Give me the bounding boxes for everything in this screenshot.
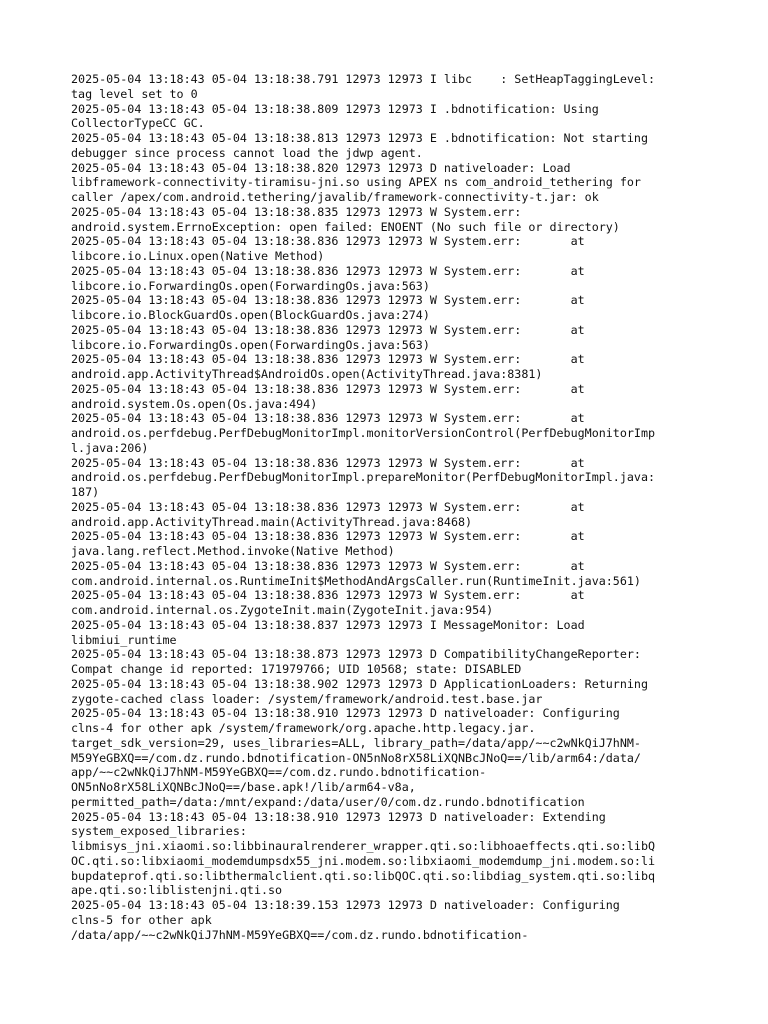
log-line: Compat change id reported: 171979766; UID 10568; state: DISABLED	[71, 662, 522, 676]
log-line: clns-5 for other apk	[71, 912, 212, 927]
log-line: android.os.perfdebug.PerfDebugMonitorImpl.monitorVersionControl(PerfDebugMonitorImp	[71, 426, 656, 440]
log-line: bupdateprof.qti.so:libthermalclient.qti.so:libQOC.qti.so:libdiag_system.qti.so:libq	[71, 868, 656, 883]
log-line: zygote-cached class loader: /system/framework/android.test.base.jar	[71, 691, 543, 706]
log-line: 2025-05-04 13:18:43 05-04 13:18:38.791 12973 12973 I libc : SetHeapTaggingLevel:	[71, 72, 656, 86]
log-line: CollectorTypeCC GC.	[71, 116, 205, 131]
log-line: 2025-05-04 13:18:43 05-04 13:18:38.836 12973 12973 W System.err: at	[71, 411, 585, 426]
log-line: android.system.ErrnoException: open failed: ENOENT (No such file or directory)	[71, 219, 620, 234]
log-line: 2025-05-04 13:18:43 05-04 13:18:38.836 12973 12973 W System.err: at	[71, 293, 585, 308]
log-line: 2025-05-04 13:18:43 05-04 13:18:38.835 12973 12973 W System.err:	[71, 204, 522, 219]
log-line: 2025-05-04 13:18:43 05-04 13:18:38.910 12973 12973 D nativeloader: Extending	[71, 809, 606, 824]
log-line: tag level set to 0	[71, 86, 198, 101]
log-line: libcore.io.ForwardingOs.open(ForwardingOs.java:563)	[71, 278, 430, 293]
log-line: app/~~c2wNkQiJ7hNM-M59YeGBXQ==/com.dz.rundo.bdnotification-	[71, 765, 487, 780]
log-line: 2025-05-04 13:18:43 05-04 13:18:38.820 12973 12973 D nativeloader: Load	[71, 160, 571, 175]
log-line: libframework-connectivity-tiramisu-jni.so using APEX ns com_android_tethering for	[71, 175, 641, 190]
log-line: 2025-05-04 13:18:43 05-04 13:18:38.836 12973 12973 W System.err: at	[71, 381, 585, 396]
log-line: com.android.internal.os.RuntimeInit$MethodAndArgsCaller.run(RuntimeInit.java:561)	[71, 573, 641, 588]
log-line: permitted_path=/data:/mnt/expand:/data/user/0/com.dz.rundo.bdnotification	[71, 794, 585, 809]
log-line: l.java:206)	[71, 440, 149, 455]
log-line: 2025-05-04 13:18:43 05-04 13:18:38.809 12973 12973 I .bdnotification: Using	[71, 101, 599, 116]
log-line: M59YeGBXQ==/com.dz.rundo.bdnotification-ON5nNo8rX58LiXQNBcJNoQ==/lib/arm64:/data/	[71, 750, 641, 765]
log-line: 2025-05-04 13:18:43 05-04 13:18:38.813 12973 12973 E .bdnotification: Not starting	[71, 131, 648, 145]
log-line: 2025-05-04 13:18:43 05-04 13:18:39.153 12973 12973 D nativeloader: Configuring	[71, 898, 620, 912]
log-line: 2025-05-04 13:18:43 05-04 13:18:38.836 12973 12973 W System.err: at	[71, 322, 585, 337]
log-line: android.app.ActivityThread$AndroidOs.open(ActivityThread.java:8381)	[71, 367, 543, 381]
log-line: /data/app/~~c2wNkQiJ7hNM-M59YeGBXQ==/com.dz.rundo.bdnotification-	[71, 927, 529, 942]
log-line: OC.qti.so:libxiaomi_modemdumpsdx55_jni.modem.so:libxiaomi_modemdump_jni.modem.so:li	[71, 853, 656, 868]
log-line: 2025-05-04 13:18:43 05-04 13:18:38.836 12973 12973 W System.err: at	[71, 588, 585, 603]
log-line: 2025-05-04 13:18:43 05-04 13:18:38.837 12973 12973 I MessageMonitor: Load	[71, 617, 585, 632]
log-line: 2025-05-04 13:18:43 05-04 13:18:38.873 12973 12973 D CompatibilityChangeReporter:	[71, 647, 641, 662]
log-line: 2025-05-04 13:18:43 05-04 13:18:38.836 12973 12973 W System.err: at	[71, 263, 585, 278]
log-line: system_exposed_libraries:	[71, 824, 247, 839]
log-line: ON5nNo8rX58LiXQNBcJNoQ==/base.apk!/lib/arm64-v8a,	[71, 780, 416, 794]
log-line: com.android.internal.os.ZygoteInit.main(ZygoteInit.java:954)	[71, 603, 494, 617]
log-line: 2025-05-04 13:18:43 05-04 13:18:38.902 12973 12973 D ApplicationLoaders: Returning	[71, 676, 648, 691]
log-line: android.os.perfdebug.PerfDebugMonitorImpl.prepareMonitor(PerfDebugMonitorImpl.java:	[71, 470, 656, 485]
log-line: libcore.io.Linux.open(Native Method)	[71, 249, 325, 263]
log-line: android.system.Os.open(Os.java:494)	[71, 396, 318, 411]
log-line: libcore.io.BlockGuardOs.open(BlockGuardOs.java:274)	[71, 308, 430, 322]
log-line: 2025-05-04 13:18:43 05-04 13:18:38.836 12973 12973 W System.err: at	[71, 529, 585, 544]
log-line: debugger since process cannot load the jdwp agent.	[71, 145, 423, 160]
log-line: 2025-05-04 13:18:43 05-04 13:18:38.910 12973 12973 D nativeloader: Configuring	[71, 706, 620, 721]
log-line: clns-4 for other apk /system/framework/org.apache.http.legacy.jar.	[71, 721, 536, 735]
log-line: 2025-05-04 13:18:43 05-04 13:18:38.836 12973 12973 W System.err: at	[71, 499, 585, 514]
log-line: 2025-05-04 13:18:43 05-04 13:18:38.836 12973 12973 W System.err: at	[71, 455, 585, 470]
log-line: libmisys_jni.xiaomi.so:libbinauralrenderer_wrapper.qti.so:libhoaeffects.qti.so:libQ	[71, 839, 656, 853]
log-line: java.lang.reflect.Method.invoke(Native Method)	[71, 544, 395, 558]
log-line: 2025-05-04 13:18:43 05-04 13:18:38.836 12973 12973 W System.err: at	[71, 352, 585, 367]
log-text	[71, 72, 701, 942]
log-line: libmiui_runtime	[71, 632, 177, 647]
log-line: target_sdk_version=29, uses_libraries=ALL, library_path=/data/app/~~c2wNkQiJ7hNM-	[71, 735, 641, 750]
log-line: android.app.ActivityThread.main(ActivityThread.java:8468)	[71, 514, 473, 529]
log-line: 2025-05-04 13:18:43 05-04 13:18:38.836 12973 12973 W System.err: at	[71, 234, 585, 249]
log-line: caller /apex/com.android.tethering/javalib/framework-connectivity-t.jar: ok	[71, 190, 599, 204]
log-line: ape.qti.so:liblistenjni.qti.so	[71, 883, 283, 898]
log-line: 2025-05-04 13:18:43 05-04 13:18:38.836 12973 12973 W System.err: at	[71, 558, 585, 573]
log-line: 187)	[71, 485, 100, 499]
log-line: libcore.io.ForwardingOs.open(ForwardingOs.java:563)	[71, 337, 430, 352]
